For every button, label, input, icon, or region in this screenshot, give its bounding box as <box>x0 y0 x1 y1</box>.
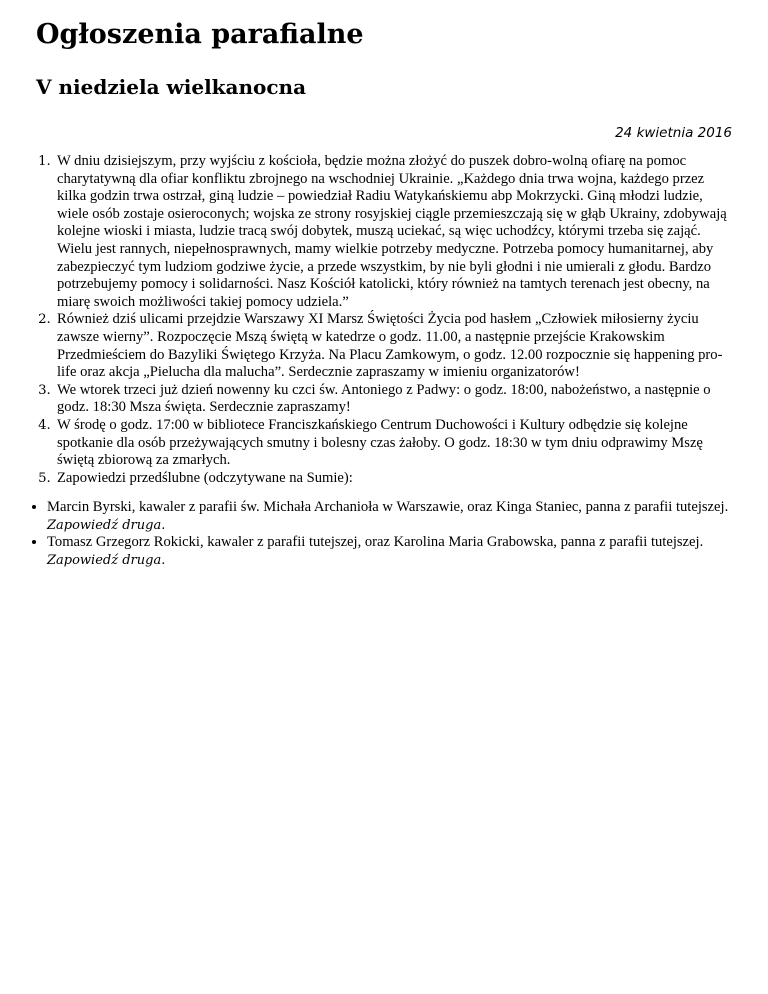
banns-note: Zapowiedź druga. <box>47 517 166 533</box>
banns-note: Zapowiedź druga. <box>47 553 166 569</box>
banns-list <box>36 499 732 569</box>
date-line: 24 kwietnia 2016 <box>615 125 732 141</box>
banns-text: Marcin Byrski, kawaler z parafii św. Michała Archanioła w Warszawie, oraz Kinga Staniec, panna z parafii tutejszej. <box>47 499 729 516</box>
announcements-list <box>36 153 732 487</box>
list-item <box>55 417 732 470</box>
announcement-text: Również dziś ulicami przejdzie Warszawy XI Marsz Świętości Życia pod hasłem „Człowiek miłosierny życiu zawsze wierny”. Rozpoczęcie Mszą świętą w katedrze o godz. 11.00, a następnie przejście Krakowskim Przedmieściem do Bazyliki Świętego Krzyża. Na Placu Zamkowym, o godz. 12.00 rozpocznie się happening pro-life oraz akcja „Pielucha dla malucha”. Serdecznie zapraszamy w imieniu organizatorów! <box>57 311 723 381</box>
announcement-text: We wtorek trzeci już dzień nowenny ku czci św. Antoniego z Padwy: o godz. 18:00, nabożeństwo, a następnie o godz. 18:30 Msza święta. Serdecznie zapraszamy! <box>57 381 711 416</box>
announcement-text: W dniu dzisiejszym, przy wyjściu z kościoła, będzie można złożyć do puszek dobro-wolną ofiarę na pomoc charytatywną dla ofiar konfliktu zbrojnego na wschodniej Ukrainie. „Każdego dnia trwa wojna, każdego przez kilka godzin trwa ostrzał, giną ludzie – powiedział Radiu Watykańskiemu abp Mokrzycki. Giną młodzi ludzie, wiele osób zostaje osieroconych; wojska ze strony rosyjskiej ciągle przemieszczają się w głąb Ukrainy, zdobywają kolejne wioski i miasta, ludzie tracą swój dobytek, muszą uciekać, są więc uchodźcy, którymi trzeba się zająć. Wielu jest rannych, niepełnosprawnych, mamy wielkie potrzeby medyczne. Potrzeba pomocy humanitarnej, aby zabezpieczyć tym ludziom godziwe życie, a przede wszystkim, by nie byli głodni i nie umierali z głodu. Bardzo potrzebujemy pomocy i solidarności. Nasz Kościół katolicki, który również na tamtych terenach jest obecny, na miarę swoich możliwości takiej pomocy udziela.” <box>57 153 727 310</box>
page-title: Ogłoszenia parafialne <box>36 19 364 50</box>
list-item <box>55 470 732 488</box>
list-item <box>55 382 732 417</box>
banns-item <box>47 534 732 569</box>
page-subtitle: V niedziela wielkanocna <box>36 75 307 99</box>
banns-item <box>47 499 732 534</box>
list-item <box>55 311 732 381</box>
announcement-text: Zapowiedzi przedślubne (odczytywane na Sumie): <box>57 469 353 486</box>
list-item <box>55 153 732 311</box>
banns-text: Tomasz Grzegorz Rokicki, kawaler z parafii tutejszej, oraz Karolina Maria Grabowska, panna z parafii tutejszej. <box>47 534 704 551</box>
announcement-text: W środę o godz. 17:00 w bibliotece Franciszkańskiego Centrum Duchowości i Kultury odbędzie się kolejne spotkanie dla osób przeżywających smutny i bolesny czas żałoby. O godz. 18:30 w tym dniu odprawimy Mszę świętą zbiorową za zmarłych. <box>57 416 703 469</box>
